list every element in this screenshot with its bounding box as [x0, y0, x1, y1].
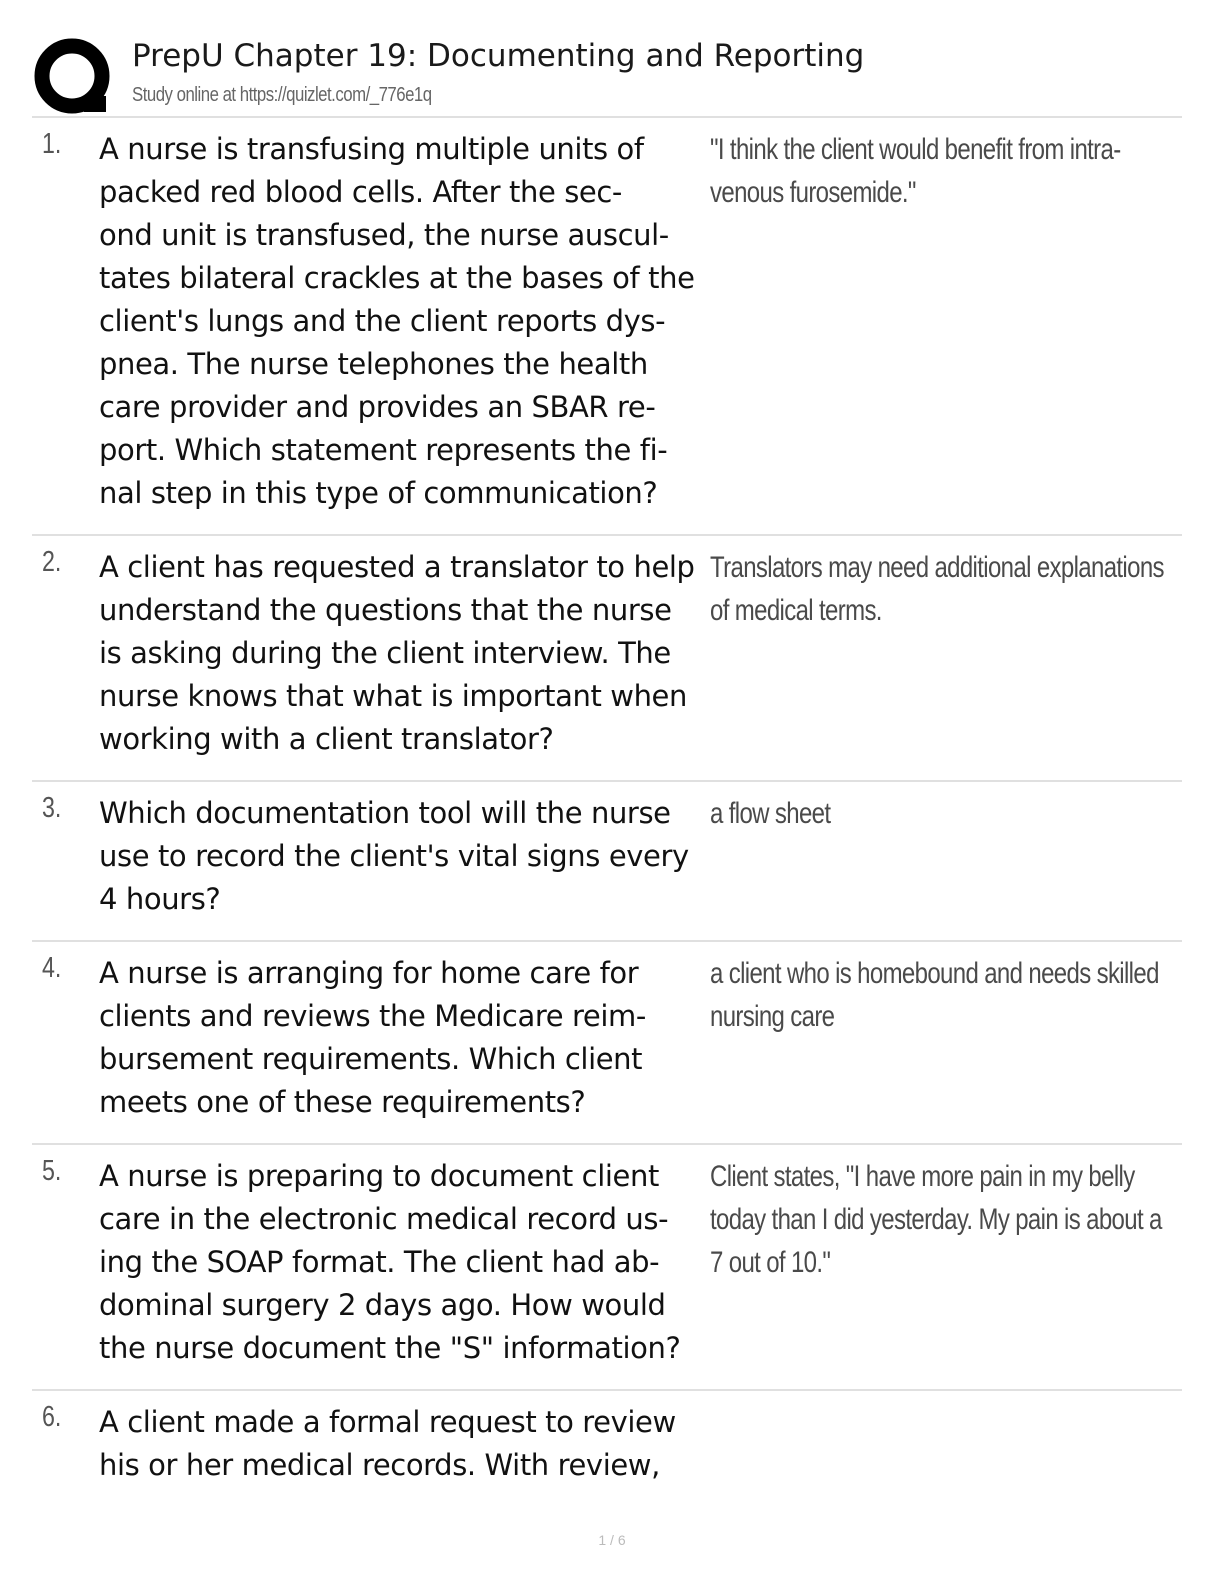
page-header: [32, 30, 1182, 116]
card-divider: [32, 940, 1182, 942]
card-question: A nurse is preparing to document client care in the electronic medical record us- ing the SOAP format. The client had ab- dominal surgery 2 days ago. How would the nurse document the "S" information?: [99, 1159, 681, 1365]
card-number: 3.: [42, 792, 62, 824]
card-question: A client made a formal request to review his or her medical records. With review,: [99, 1405, 676, 1482]
card-number: 4.: [42, 952, 62, 984]
card-answer: a flow sheet: [710, 797, 831, 830]
card-answer: Client states, "I have more pain in my belly today than I did yesterday. My pain is about a 7 out of 10.": [710, 1160, 1162, 1279]
quizlet-logo-icon: [32, 36, 114, 118]
card-divider: [32, 780, 1182, 782]
card-number: 6.: [42, 1401, 62, 1433]
page-number: 1 / 6: [598, 1532, 626, 1548]
card-number: 1.: [42, 128, 62, 160]
header-divider: [32, 116, 1182, 118]
card-divider: [32, 534, 1182, 536]
card-answer: "I think the client would benefit from intra- venous furosemide.": [710, 133, 1121, 209]
card-divider: [32, 1143, 1182, 1145]
card-divider: [32, 1389, 1182, 1391]
card-question: A nurse is transfusing multiple units of packed red blood cells. After the sec- ond unit is transfused, the nurse auscul- tates bilateral crackles at the bases of the client's lungs and the client reports dys- pnea. The nurse telephones the health care provider and provides an SBAR re- port. Which statement represents the fi- nal step in this type of communication?: [99, 132, 695, 510]
card-number: 5.: [42, 1155, 62, 1187]
card-question: A client has requested a translator to help understand the questions that the nurse is asking during the client interview. The nurse knows that what is important when working with a client translator?: [99, 550, 695, 756]
card-question: Which documentation tool will the nurse use to record the client's vital signs every 4 hours?: [99, 796, 689, 916]
card-number: 2.: [42, 546, 62, 578]
card-question: A nurse is arranging for home care for clients and reviews the Medicare reim- bursement requirements. Which client meets one of these requirements?: [99, 956, 646, 1119]
card-answer: a client who is homebound and needs skilled nursing care: [710, 957, 1159, 1033]
card-answer: Translators may need additional explanations of medical terms.: [710, 551, 1164, 627]
page-title: PrepU Chapter 19: Documenting and Reporting: [132, 38, 865, 74]
study-link[interactable]: Study online at https://quizlet.com/_776e1q: [132, 84, 432, 106]
